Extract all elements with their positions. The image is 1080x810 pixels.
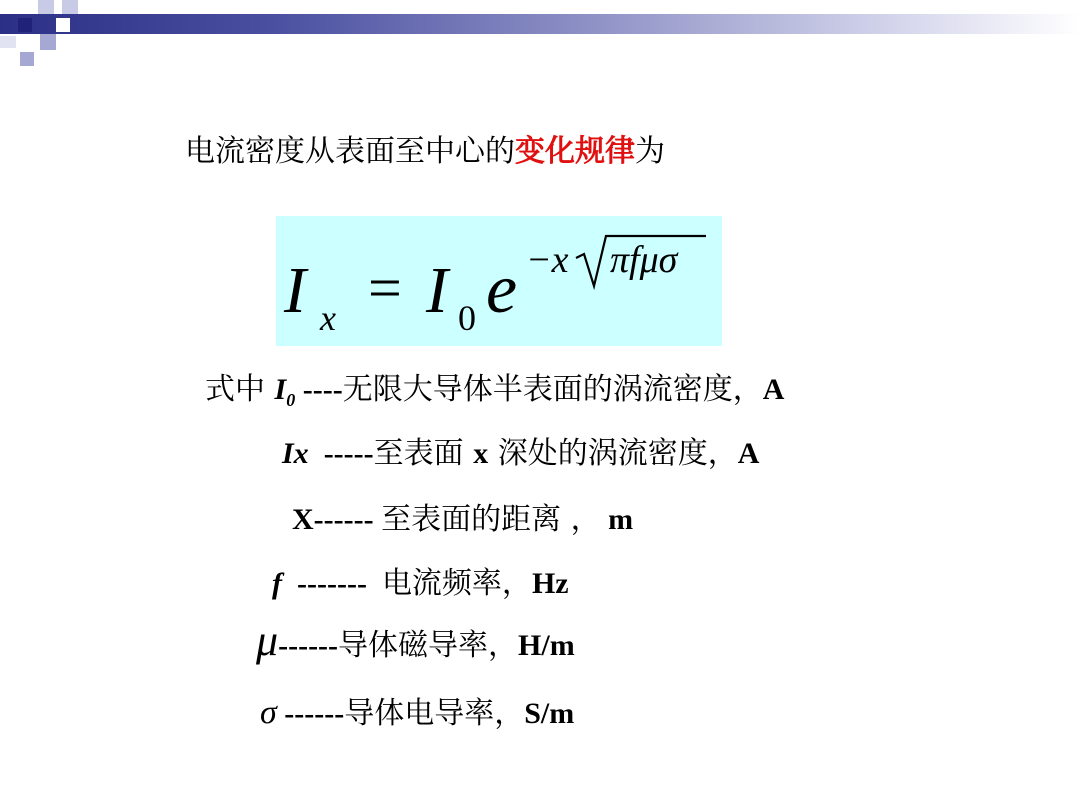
definition-dashes: ----: [295, 373, 343, 406]
definition-dashes: -------: [282, 567, 382, 600]
formula-base: e: [486, 251, 518, 328]
formula-lhs-symbol: I: [284, 254, 306, 327]
definition-dashes: -----: [308, 437, 374, 470]
formula-rhs-subscript: 0: [458, 298, 476, 338]
definition-line: [282, 428, 759, 472]
formula-equation: [276, 216, 722, 346]
definition-unit: A: [762, 373, 785, 406]
definition-dashes: ------: [278, 629, 339, 662]
definition-symbol: σ: [260, 694, 277, 731]
definition-unit: m: [600, 503, 634, 536]
definition-description: 至表面的距离 ，: [381, 502, 601, 537]
decor-square: [38, 0, 54, 14]
heading-highlight: 变化规律: [515, 134, 635, 169]
formula-rhs-symbol: I: [426, 254, 448, 327]
formula-equals: =: [368, 255, 402, 321]
decor-square: [20, 52, 34, 66]
formula-lhs-subscript: x: [320, 298, 336, 338]
formula-box: [276, 216, 722, 346]
definition-line: [272, 558, 569, 602]
definition-line: [260, 688, 574, 732]
definition-dashes: ------: [276, 697, 345, 730]
definition-variable: x: [473, 437, 489, 470]
decor-square: [56, 18, 70, 32]
formula-radicand: πfμσ: [610, 239, 678, 281]
definition-description-end: 深处的涡流密度，: [488, 436, 738, 471]
heading-text: 电流密度从表面至中心的: [185, 134, 515, 169]
definition-symbol: μ: [256, 616, 279, 665]
decor-square: [62, 0, 78, 14]
definition-description: 导体电导率，: [344, 696, 525, 731]
formula-exponent: −x: [526, 239, 569, 281]
definition-symbol: f: [272, 567, 282, 600]
decor-square: [0, 36, 16, 48]
definition-description: 无限大导体半表面的涡流密度，: [342, 372, 763, 407]
definition-symbol: Ix: [282, 437, 309, 470]
definition-line: [256, 616, 575, 665]
definition-symbol: X: [292, 503, 314, 536]
definition-unit: S/m: [524, 697, 575, 730]
definition-description: 导体磁导率，: [338, 628, 519, 663]
heading-text-end: 为: [635, 134, 665, 169]
definition-symbol: I: [274, 373, 287, 406]
definition-description: 电流频率，: [381, 566, 532, 601]
definition-prefix: 式中: [205, 372, 275, 407]
definition-unit: Hz: [531, 567, 569, 600]
decor-square: [18, 18, 32, 32]
header-gradient-bar: [0, 14, 1080, 34]
slide-heading: [185, 126, 665, 170]
definition-unit: A: [737, 437, 760, 470]
definition-line: [205, 364, 784, 411]
decor-square: [40, 34, 56, 50]
definition-line: [292, 494, 633, 538]
definition-symbol-subscript: 0: [286, 390, 296, 410]
definition-unit: H/m: [518, 629, 575, 662]
definition-dashes: ------: [313, 503, 382, 536]
definition-description: 至表面: [373, 436, 474, 471]
